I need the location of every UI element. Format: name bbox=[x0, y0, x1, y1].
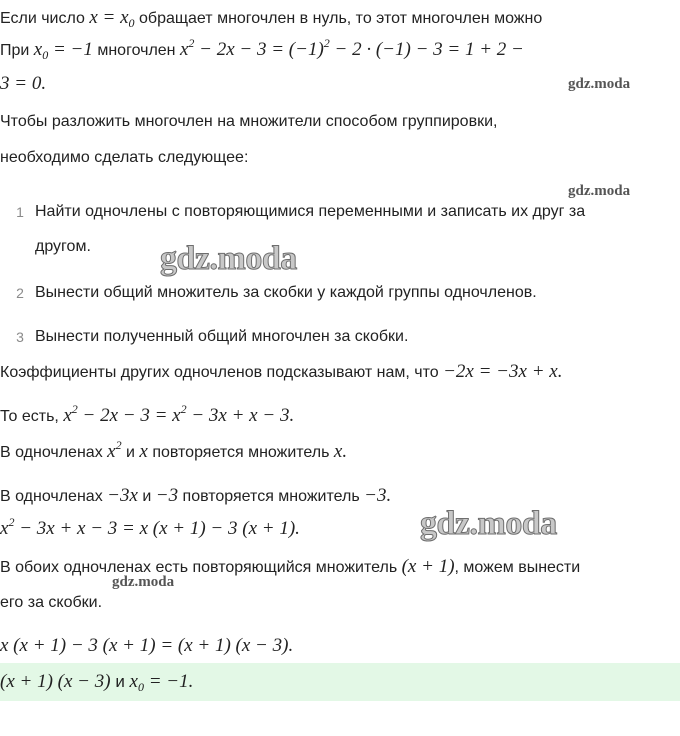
text: То есть, bbox=[0, 408, 59, 425]
mono-line-1 bbox=[0, 440, 347, 465]
text: Если число bbox=[0, 10, 85, 27]
intro-line-2 bbox=[0, 38, 524, 63]
math: −3x bbox=[107, 485, 138, 506]
math: $x_0 = -1$. bbox=[129, 671, 194, 694]
grouping-intro-2: необходимо сделать следующее: bbox=[0, 149, 249, 166]
text: и bbox=[126, 444, 135, 461]
text: обращает многочлен в нуль, то этот многочлен можно bbox=[139, 10, 543, 27]
list-text: Вынести общий множитель за скобки у каждой группы одночленов. bbox=[35, 284, 537, 301]
answer-box bbox=[0, 663, 680, 701]
math: $x = x_0$ bbox=[89, 7, 135, 30]
equation-1: $x^2 - 3x + x - 3 = x$ (x + 1) − 3 (x + 1). bbox=[0, 515, 300, 539]
math: $x_0 = -1$ bbox=[33, 39, 93, 62]
answer-line bbox=[0, 670, 193, 694]
text: повторяется множитель bbox=[152, 444, 330, 461]
list-number: 1 bbox=[16, 204, 24, 220]
math: (x + 1) bbox=[401, 556, 455, 577]
list-number: 2 bbox=[16, 285, 24, 301]
math: $x^2$ bbox=[107, 438, 122, 462]
list-text: другом. bbox=[35, 238, 91, 255]
watermark: gdz.moda bbox=[112, 574, 175, 590]
text: В одночленах bbox=[0, 488, 103, 505]
math: $x^2 - 2x - 3 = (-1)^2 - 2 \cdot (-1) - 3 = 1 + 2$ − bbox=[179, 36, 524, 60]
list-text: Найти одночлены с повторяющимися переменными и записать их друг за bbox=[35, 203, 586, 220]
math: $x^2 - 2x - 3 = x^2 - 3x + x - 3$. bbox=[63, 402, 295, 426]
math: −3. bbox=[364, 485, 392, 506]
text: многочлен bbox=[97, 42, 176, 59]
list-number: 3 bbox=[16, 329, 24, 345]
math: x bbox=[139, 441, 148, 462]
math: −3 bbox=[155, 485, 179, 506]
text: , можем вынести bbox=[454, 559, 581, 576]
text: В одночленах bbox=[0, 444, 103, 461]
watermark: gdz.moda bbox=[568, 76, 631, 92]
watermark: gdz.moda bbox=[420, 505, 557, 542]
mono-line-2 bbox=[0, 484, 391, 509]
list-text: Вынести полученный общий многочлен за скобки. bbox=[35, 328, 409, 345]
grouping-intro-1: Чтобы разложить многочлен на множители способом группировки, bbox=[0, 113, 498, 130]
text: и bbox=[115, 672, 125, 691]
text: Коэффициенты других одночленов подсказывают нам, что bbox=[0, 364, 439, 381]
both-line-2: его за скобки. bbox=[0, 594, 103, 611]
coef-line bbox=[0, 360, 562, 385]
text: повторяется множитель bbox=[182, 488, 360, 505]
equation-2: x (x + 1) − 3 (x + 1) = (x + 1) (x − 3). bbox=[0, 635, 294, 656]
text: В обоих одночленах есть повторяющийся множитель bbox=[0, 559, 398, 576]
text: и bbox=[142, 488, 152, 505]
math: −2x = −3x + x. bbox=[443, 361, 563, 382]
watermark: gdz.moda bbox=[160, 240, 297, 277]
math: x. bbox=[333, 441, 348, 462]
text: При bbox=[0, 42, 30, 59]
that-is-line bbox=[0, 404, 294, 429]
watermark: gdz.moda bbox=[568, 183, 631, 199]
intro-line-1 bbox=[0, 6, 542, 31]
math: (x + 1) (x − 3) bbox=[0, 671, 111, 692]
intro-line-3: 3 = 0. bbox=[0, 73, 47, 94]
both-line-1 bbox=[0, 555, 580, 580]
